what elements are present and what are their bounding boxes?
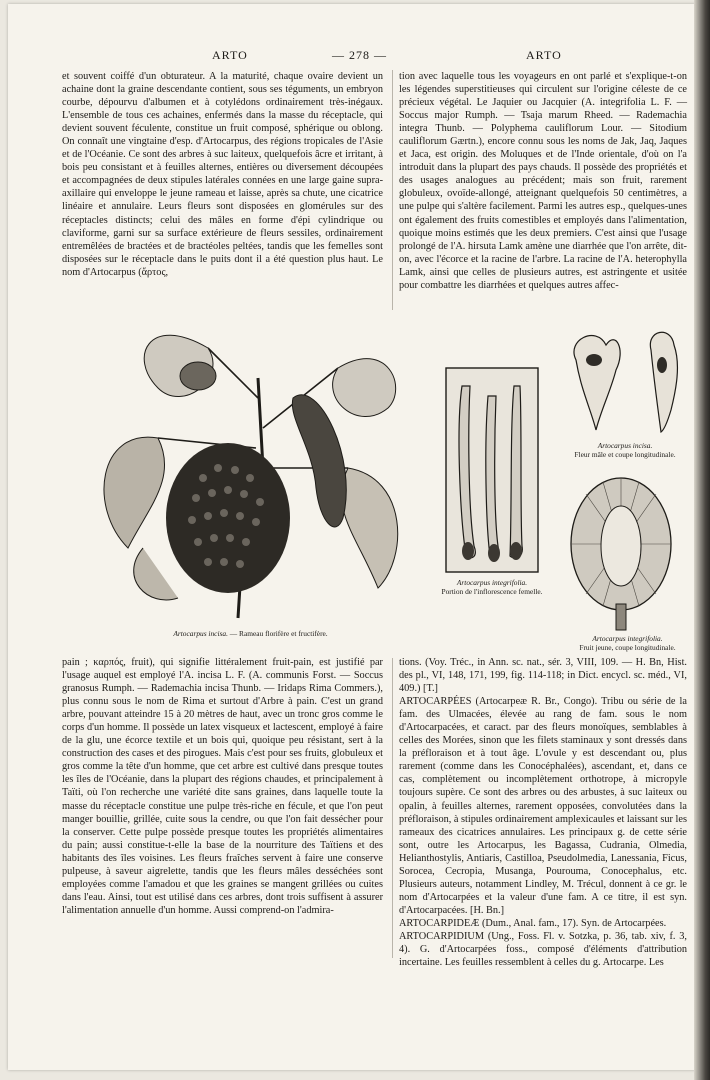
male-flower-illustration (556, 320, 690, 438)
column-divider-top (392, 70, 393, 310)
inflorescence-section-illustration (444, 366, 540, 574)
column-top-right (399, 70, 687, 292)
caption-inflorescence: Artocarpus integrifolia. Portion de l'inflorescence femelle. (441, 578, 543, 596)
caption-branch: Artocarpus incisa. — Rameau florifère et fructifère. (173, 629, 328, 638)
paragraph-refs: tions. (Voy. Tréc., in Ann. sc. nat., sér. 3, VIII, 109. — H. Bn, Hist. des pl., VI, 148, 171, 199, fig. 114-118; in Dict. encycl. sc. méd., VI, 409.) [T.] (399, 657, 687, 695)
column-bottom-right (399, 656, 687, 969)
caption-fruit-section: Artocarpus integrifolia. Fruit jeune, coupe longitudinale. (579, 634, 676, 652)
column-top-left (62, 70, 383, 279)
header-right: ARTO (526, 48, 562, 62)
male-inflorescence (292, 395, 346, 527)
breadfruit-fruit (166, 443, 290, 593)
paragraph-top-left: et souvent coiffé d'un obturateur. A la maturité, chaque ovaire devient un achaine dont la graine descendante contient, sous ses téguments, un embryon courbe, dépourvu d'albumen et à cotylédons ordinairement très-inégaux. L'ensemble de tous ces achaines, enfermés dans la masse du réceptacle, qui devient souvent féculente, constitue un fruit composé, sphérique ou oblong. On connaît une vingtaine d'esp. d'Artocarpus, des régions tropicales de l'Asie et de l'Océanie. Ce sont des arbres à suc laiteux, quelquefois âcre et irritant, à bois peu consistant et à feuilles alternes, entières ou diversement découpées et accompagnées de deux stipules latérales connées en une large gaine supra-axillaire qui enveloppe le jeune rameau et laisse, après sa chute, une cicatrice linéaire et annulaire. Leurs fleurs sont disposées en glomérules sur des réceptacles distincts; celui des mâles en forme d'épi cylindrique ou claviforme, garni sur sa surface extérieure de fleurs sessiles, ordinairement entremêlées de bractées et de bractéoles peltées, tandis que les femelles sont disposées sur le réceptacle dans le puits dont il a été question plus haut. Le nom d'Artocarpus (ἄρτος, (62, 71, 383, 278)
running-head (0, 48, 710, 68)
breadfruit-branch-illustration (88, 318, 413, 626)
page-number: — 278 — (332, 48, 387, 62)
paragraph-top-right: tion avec laquelle tous les voyageurs en ont parlé et s'explique-t-on les légendes superstitieuses qui circulent sur l'origine céleste de ce précieux végétal. Le Jaquier ou Jacquier (A. integrifolia L. F. — Soccus major Rumph. — Tsaja marum Rheed. — Rademachia integra Thunb. — Polyphema cauliflorum Lour. — Sitodium cauliflorum Gærtn.), encore connu sous les noms de Jak, Jaq, Jaques et Jaca, est origin. des Moluques et de l'Inde orientale, d'où on l'a introduit dans la plupart des pays chauds. Il possède des propriétés et des usages analogues au précédent; mais son fruit, rarement globuleux, ovoïde-allongé, atteignant quelquefois 50 centimètres, a une pulpe qui s'altère facilement. Parmi les autres esp., quelques-unes ont également des fruits comestibles et employés dans l'alimentation, quoique moins estimés que les deux premiers. C'est ainsi que l'usage prolongé de l'A. hirsuta Lamk amène une diarrhée que l'on arrête, dit-on, avec l'écorce et la racine de l'arbre. La racine de l'A. heterophylla Lamk, ainsi que celles de plusieurs autres, est astringente et usitée pour combattre les diarrhées et quelques autres affec- (399, 71, 687, 291)
paragraph-bottom-left: pain ; καρπός, fruit), qui signifie littéralement fruit-pain, est justifié par l'usage auquel est employé l'A. incisa L. F. (A. communis Forst. — Soccus granosus Rumph. — Rademachia incisa Thunb. — Iridaps Rima Commers.), plus connu sous le nom de Rima et surtout d'Arbre à pain. C'est un grand arbre, pouvant atteindre 15 à 20 mètres de haut, avec un tronc gros comme le corps d'un homme. Il possède un latex visqueux et lactescent, employé à faire de la glu, une écorce textile et un bois qui, quoique peu résistant, sert à la construction des cases et des pirogues. Mais c'est pour ses fruits, globuleux et gros comme la tête d'un homme, que cet arbre est cultivé dans presque toutes les îles de l'Océanie, dans la plupart des régions chaudes, et principalement à Taïti, où l'on recherche une variété dite sans graines, dans laquelle toute la masse du réceptacle constitue une pulpe très-riche en fécule, et que l'on peut manger bouillie, grillée, cuite sous la cendre, ou que l'on fait dessécher pour la conserver. Cette pulpe possède presque toutes les propriétés alimentaires du pain; aussi constitue-t-elle la base de la nourriture des Taïtiens et des habitants des îles voisines. Les fleurs fraîches servent à faire une conserve pulpeuse, à saveur aigrelette, tandis que les fleurs mâles desséchées sont employées comme l'amadou et que les graines se mangent grillées ou cuites dans l'eau. Ainsi, tout est utilisé dans ces arbres, dont trois suffisent à assurer l'alimentation annuelle d'un homme. Aussi comprend-on l'admira- (62, 657, 383, 916)
entry-artocarpidium: ARTOCARPIDIUM (Ung., Foss. Fl. v. Sotzka, p. 36, tab. xiv, f. 3, 4). G. d'Artocarpées foss., composé d'éléments d'attribution incertaine. Les feuilles ressemblent à celles du g. Artocarpe. Les (399, 930, 687, 969)
header-left: ARTO (212, 48, 248, 62)
fruit-section-illustration (568, 474, 674, 632)
book-binding-edge (694, 0, 710, 1080)
column-divider-bottom (392, 658, 393, 958)
column-bottom-left (62, 656, 383, 917)
entry-artocarpideae: ARTOCARPIDEÆ (Dum., Anal. fam., 17). Syn. de Artocarpées. (399, 917, 667, 929)
caption-male-flower: Artocarpus incisa. Fleur mâle et coupe longitudinale. (574, 441, 676, 459)
entry-artocarpees: ARTOCARPÉES (Artocarpeæ R. Br., Congo). Tribu ou série de la fam. des Ulmacées, élevée au rang de fam. sous le nom d'Artocarpacées, et caract. par des fleurs monoïques, semblables à celles des Morées, sinon que les filets staminaux y sont dressés dans la préfloraison et à tout âge. L'ovule y est descendant ou, plus rarement (comme dans les Conocéphalées), ascendant, et, dans ce cas, complètement ou incomplètement orthotrope, à micropyle toujours supère. Ce sont des arbres ou des arbustes, à suc laiteux ou opalin, à feuilles alternes, rarement opposées, convolutées dans la préfloraison, à stipules ordinairement amplexicaules et laissant sur les rameaux des cicatrices annulaires. Les principaux g. de cette série sont, outre les Artocarpus, les Bagassa, Cudrania, Olmedia, Helianthostylis, Antiaris, Castilloa, Pseudolmedia, Lanessania, Ficus, Sorocea, Cecropia, Musanga, Pourouma, Conocephalus, etc. Plusieurs auteurs, notamment Lindley, M. Trécul, donnent à ce gr. le nom d'Artocarpées et la valeur d'une fam. A ce titre, il est syn. d'Artocarpacées. [H. Bn.] (399, 696, 687, 916)
